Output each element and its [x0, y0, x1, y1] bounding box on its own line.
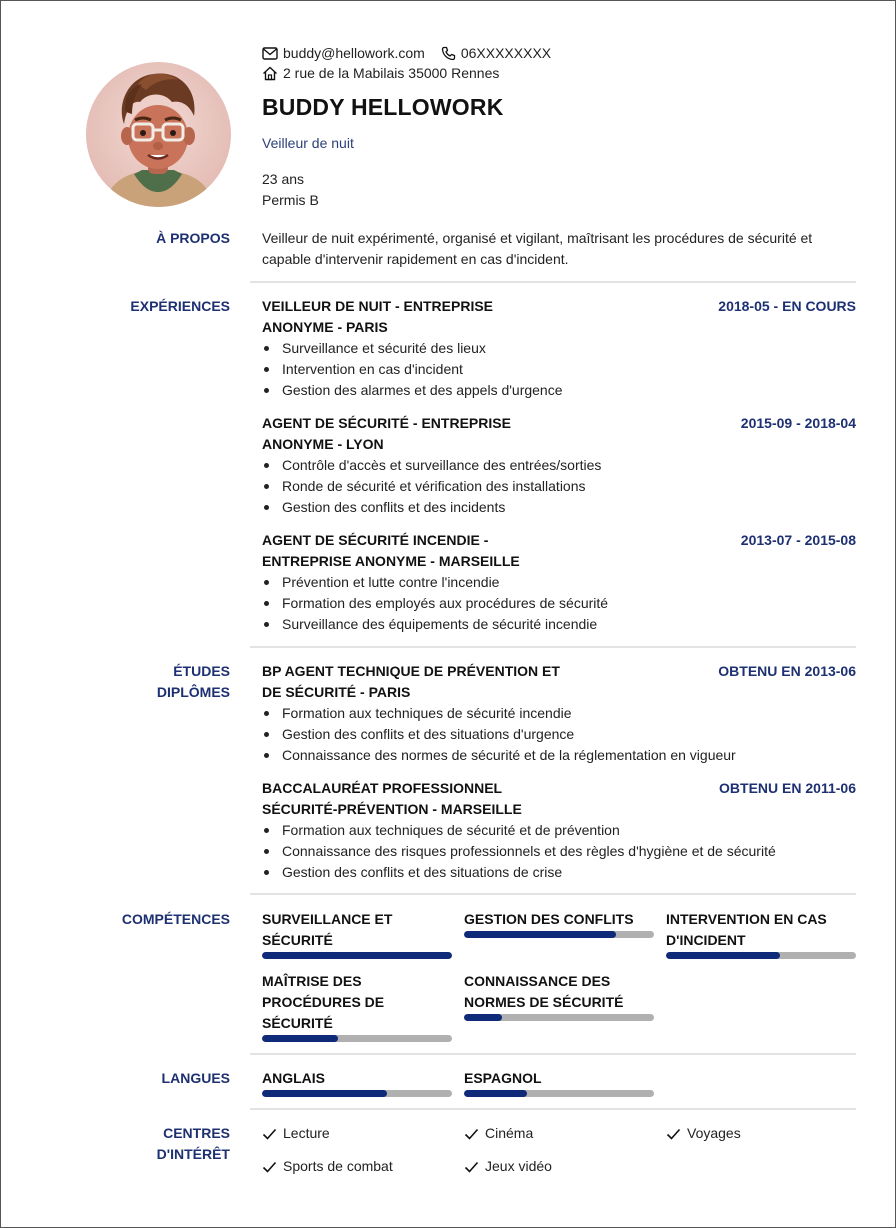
interest-item: [262, 1156, 393, 1177]
entry-title-line: AGENT DE SÉCURITÉ - ENTREPRISE: [262, 415, 511, 431]
phone-icon: [441, 46, 456, 61]
skill-level-bar: [464, 1014, 654, 1021]
candidate-name: BUDDY HELLOWORK: [262, 94, 504, 120]
entry-date: 2018-05 - EN COURS: [718, 298, 856, 314]
skill-item: [262, 971, 452, 1042]
interests-label-line: D'INTÉRÊT: [156, 1146, 230, 1162]
experience-entry: [262, 413, 856, 518]
interest-label: Lecture: [283, 1125, 330, 1141]
bullet-item: Ronde de sécurité et vérification des installations: [262, 476, 856, 497]
entry-title-line: BP AGENT TECHNIQUE DE PRÉVENTION ET: [262, 663, 560, 679]
interests-grid: [262, 1123, 856, 1183]
check-icon: [464, 1128, 479, 1140]
bullet-item: Contrôle d'accès et surveillance des entrées/sorties: [262, 455, 856, 476]
interest-item: [666, 1123, 741, 1144]
bullet-item: Prévention et lutte contre l'incendie: [262, 572, 856, 593]
interest-item: [464, 1123, 533, 1144]
entry-title-line: SÉCURITÉ-PRÉVENTION - MARSEILLE: [262, 801, 522, 817]
skills-section: [1, 909, 896, 1044]
home-icon: [262, 66, 278, 81]
interest-item: [464, 1156, 552, 1177]
skill-level-bar: [666, 952, 856, 959]
skill-level-bar: [464, 931, 654, 938]
interests-label-line: CENTRES: [163, 1125, 230, 1141]
skill-item: [464, 971, 654, 1021]
skills-grid: [262, 909, 856, 1044]
interest-label: Voyages: [687, 1125, 741, 1141]
language-name: ESPAGNOL: [464, 1070, 542, 1086]
bullet-item: Surveillance des équipements de sécurité incendie: [262, 614, 856, 635]
skill-level-fill: [666, 952, 780, 959]
entry-title: [262, 413, 562, 455]
about-label: À PROPOS: [156, 230, 230, 246]
bullet-list: [262, 820, 856, 883]
languages-grid: [262, 1068, 856, 1098]
divider: [250, 281, 856, 283]
entry-date: OBTENU EN 2013-06: [718, 663, 856, 679]
language-level-bar: [464, 1090, 654, 1097]
check-icon: [262, 1128, 277, 1140]
language-item: [464, 1068, 654, 1097]
education-entry: [262, 661, 856, 766]
bullet-list: [262, 338, 856, 401]
header: [262, 43, 856, 211]
about-text: Veilleur de nuit expérimenté, organisé et vigilant, maîtrisant les procédures de sécurité et capable d'intervenir rapidement en cas d'incident.: [262, 230, 813, 267]
entry-title-line: VEILLEUR DE NUIT - ENTREPRISE: [262, 298, 494, 314]
entry-title-line: BACCALAURÉAT PROFESSIONNEL: [262, 780, 503, 796]
contact-row-top: [262, 43, 856, 63]
address-item: [262, 63, 499, 83]
entry-date: 2015-09 - 2018-04: [740, 415, 856, 431]
education-label-line: ÉTUDES: [173, 663, 230, 679]
language-name: ANGLAIS: [262, 1070, 325, 1086]
experience-entry: [262, 296, 856, 401]
language-level-fill: [464, 1090, 527, 1097]
experience-entry: [262, 530, 856, 635]
skill-name: SURVEILLANCE ET SÉCURITÉ: [262, 911, 393, 948]
phone-item[interactable]: [441, 43, 551, 63]
entry-title: [262, 530, 562, 572]
divider: [250, 1108, 856, 1110]
interest-label: Jeux vidéo: [485, 1158, 552, 1174]
driving-license: Permis B: [262, 192, 319, 208]
bullet-item: Gestion des conflits et des situations de crise: [262, 862, 856, 883]
bullet-item: Surveillance et sécurité des lieux: [262, 338, 856, 359]
skill-level-bar: [262, 1035, 452, 1042]
skill-name: INTERVENTION EN CAS D'INCIDENT: [666, 911, 827, 948]
entry-title-line: DE SÉCURITÉ - PARIS: [262, 684, 411, 700]
address-text: 2 rue de la Mabilais 35000 Rennes: [283, 65, 500, 81]
language-level-bar: [262, 1090, 452, 1097]
divider: [250, 646, 856, 648]
bullet-item: Gestion des conflits et des incidents: [262, 497, 856, 518]
divider: [250, 893, 856, 895]
skill-level-fill: [464, 931, 616, 938]
bullet-item: Intervention en cas d'incident: [262, 359, 856, 380]
interest-item: [262, 1123, 330, 1144]
skill-name: MAÎTRISE DES PROCÉDURES DE SÉCURITÉ: [262, 973, 385, 1031]
job-title: Veilleur de nuit: [262, 135, 354, 151]
envelope-icon: [262, 47, 278, 60]
divider: [250, 1053, 856, 1055]
entry-title: [262, 661, 592, 703]
education-label-line: DIPLÔMES: [156, 684, 230, 700]
skill-item: [262, 909, 452, 959]
skill-name: CONNAISSANCE DES NORMES DE SÉCURITÉ: [464, 973, 624, 1010]
avatar: [86, 62, 231, 207]
interests-label: [157, 1123, 230, 1165]
phone-text[interactable]: 06XXXXXXXX: [460, 45, 552, 61]
bullet-item: Formation des employés aux procédures de sécurité: [262, 593, 856, 614]
entry-title-line: AGENT DE SÉCURITÉ INCENDIE -: [262, 532, 489, 548]
entry-title-line: ENTREPRISE ANONYME - MARSEILLE: [262, 553, 520, 569]
language-item: [262, 1068, 452, 1097]
bullet-list: [262, 455, 856, 518]
skill-name: GESTION DES CONFLITS: [464, 911, 634, 927]
skill-level-fill: [262, 952, 452, 959]
contact-row-address: [262, 63, 856, 83]
skills-label: COMPÉTENCES: [121, 911, 230, 927]
check-icon: [464, 1161, 479, 1173]
skill-item: [464, 909, 654, 938]
check-icon: [666, 1128, 681, 1140]
bullet-item: Gestion des alarmes et des appels d'urgence: [262, 380, 856, 401]
bullet-item: Gestion des conflits et des situations d'urgence: [262, 724, 856, 745]
entry-title: [262, 778, 592, 820]
interest-label: Sports de combat: [283, 1158, 393, 1174]
skill-level-fill: [262, 1035, 338, 1042]
education-label: [157, 661, 230, 703]
languages-section: [1, 1068, 896, 1098]
bullet-item: Connaissance des risques professionnels et des règles d'hygiène et de sécurité: [262, 841, 856, 862]
education-entry: [262, 778, 856, 883]
bullet-item: Formation aux techniques de sécurité et de prévention: [262, 820, 856, 841]
entry-title: [262, 296, 562, 338]
age: 23 ans: [262, 171, 305, 187]
entry-title-line: ANONYME - LYON: [262, 436, 384, 452]
bullet-item: Formation aux techniques de sécurité incendie: [262, 703, 856, 724]
experiences-label: EXPÉRIENCES: [130, 298, 230, 314]
skill-level-fill: [464, 1014, 502, 1021]
bullet-list: [262, 703, 856, 766]
check-icon: [262, 1161, 277, 1173]
email-text[interactable]: buddy@hellowork.com: [283, 45, 425, 61]
skill-item: [666, 909, 856, 959]
languages-label: LANGUES: [161, 1070, 230, 1086]
skill-level-bar: [262, 952, 452, 959]
email-item[interactable]: [262, 43, 425, 63]
language-level-fill: [262, 1090, 387, 1097]
bullet-item: Connaissance des normes de sécurité et de la réglementation en vigueur: [262, 745, 856, 766]
entry-date: OBTENU EN 2011-06: [719, 780, 856, 796]
entry-date: 2013-07 - 2015-08: [740, 532, 856, 548]
bullet-list: [262, 572, 856, 635]
interest-label: Cinéma: [485, 1125, 534, 1141]
entry-title-line: ANONYME - PARIS: [262, 319, 388, 335]
